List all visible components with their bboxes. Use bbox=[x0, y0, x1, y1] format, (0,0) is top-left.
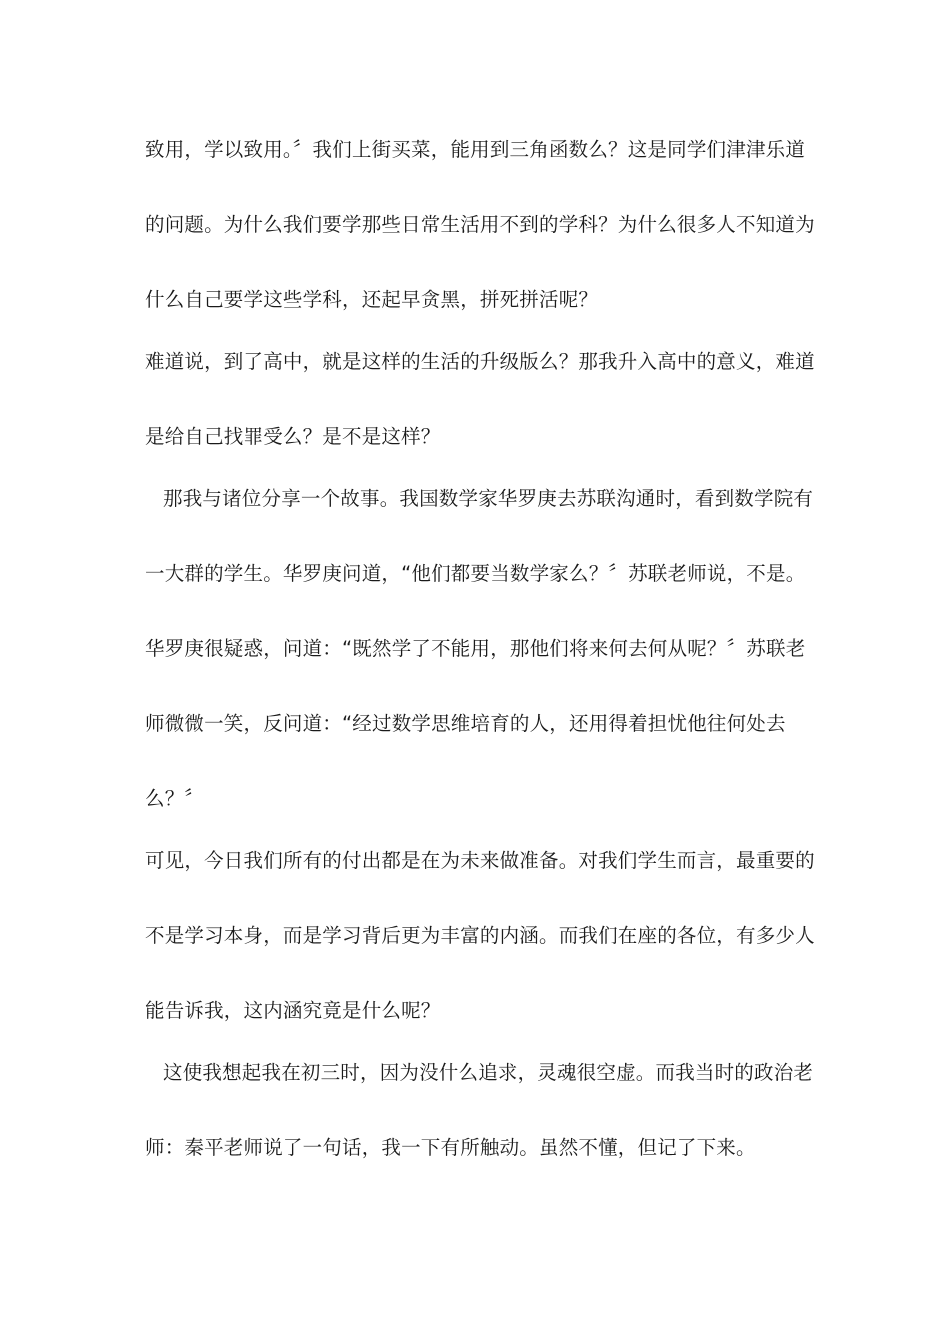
text-line: 这使我想起我在初三时，因为没什么追求，灵魂很空虚。而我当时的政治老 bbox=[163, 1061, 814, 1084]
text-line: 致用，学以致用。〞我们上街买菜，能用到三角函数么？这是同学们津津乐道 bbox=[145, 138, 806, 161]
text-line: 那我与诸位分享一个故事。我国数学家华罗庚去苏联沟通时，看到数学院有 bbox=[163, 487, 814, 510]
text-line: 难道说，到了高中，就是这样的生活的升级版么？那我升入高中的意义，难道 bbox=[145, 350, 815, 373]
text-line: 一大群的学生。华罗庚问道，“他们都要当数学家么？〞苏联老师说，不是。 bbox=[145, 562, 806, 585]
text-line: 是给自己找罪受么？是不是这样？ bbox=[145, 425, 441, 448]
text-line: 能告诉我，这内涵究竟是什么呢？ bbox=[145, 999, 441, 1022]
text-line: 么？〞 bbox=[145, 787, 205, 810]
text-line: 师微微一笑，反问道：“经过数学思维培育的人，还用得着担忧他往何处去 bbox=[145, 712, 786, 735]
text-line: 不是学习本身，而是学习背后更为丰富的内涵。而我们在座的各位，有多少人 bbox=[145, 924, 815, 947]
text-line: 什么自己要学这些学科，还起早贪黑，拼死拼活呢？ bbox=[145, 288, 599, 311]
text-line: 华罗庚很疑惑，问道：“既然学了不能用，那他们将来何去何从呢？〞苏联老 bbox=[145, 637, 806, 660]
text-line: 可见，今日我们所有的付出都是在为未来做准备。对我们学生而言，最重要的 bbox=[145, 849, 815, 872]
text-line: 师：秦平老师说了一句话，我一下有所触动。虽然不懂，但记了下来。 bbox=[145, 1136, 756, 1159]
text-line: 的问题。为什么我们要学那些日常生活用不到的学科？为什么很多人不知道为 bbox=[145, 213, 815, 236]
